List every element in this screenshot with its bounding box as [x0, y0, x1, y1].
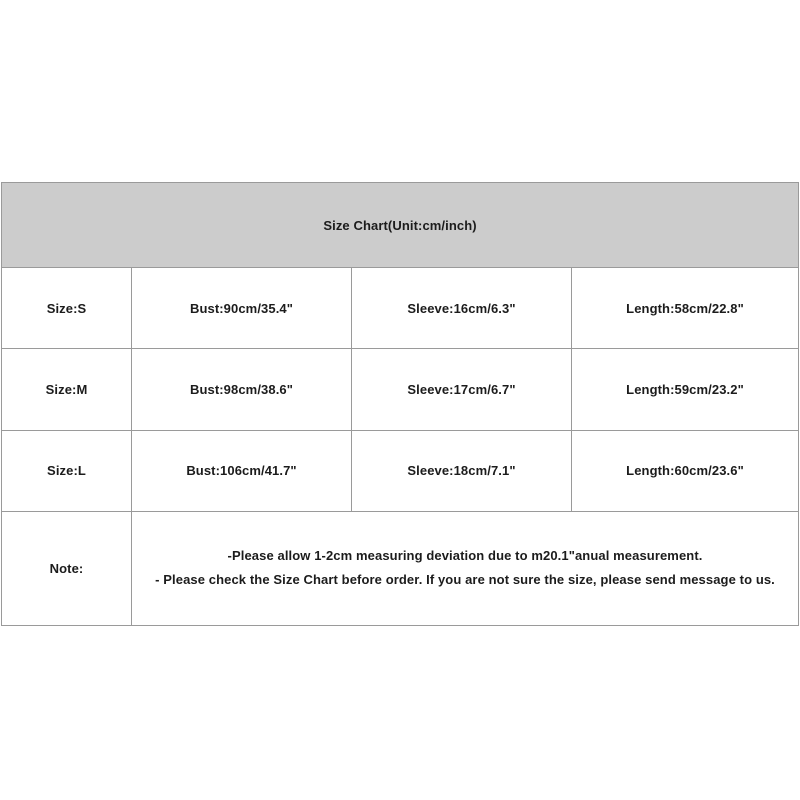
size-label: Size:S [2, 268, 132, 349]
table-row-size-l [2, 430, 799, 511]
bust-value: Bust:106cm/41.7" [132, 430, 352, 511]
note-content [132, 511, 799, 625]
note-line-check-size: - Please check the Size Chart before order. If you are not sure the size, please send message to us. [155, 572, 775, 588]
length-value: Length:60cm/23.6" [572, 430, 799, 511]
size-chart-table [1, 182, 799, 626]
length-value: Length:58cm/22.8" [572, 268, 799, 349]
note-label: Note: [2, 511, 132, 625]
size-label: Size:M [2, 349, 132, 430]
sleeve-value: Sleeve:17cm/6.7" [352, 349, 572, 430]
sleeve-value: Sleeve:16cm/6.3" [352, 268, 572, 349]
table-row-size-s [2, 268, 799, 349]
note-row [2, 511, 799, 625]
sleeve-value: Sleeve:18cm/7.1" [352, 430, 572, 511]
size-label: Size:L [2, 430, 132, 511]
length-value: Length:59cm/23.2" [572, 349, 799, 430]
bust-value: Bust:90cm/35.4" [132, 268, 352, 349]
note-line-deviation: -Please allow 1-2cm measuring deviation due to m20.1"anual measurement. [227, 548, 703, 564]
bust-value: Bust:98cm/38.6" [132, 349, 352, 430]
size-chart-title: Size Chart(Unit:cm/inch) [2, 183, 799, 268]
table-row-size-m [2, 349, 799, 430]
size-chart-header-row [2, 183, 799, 268]
